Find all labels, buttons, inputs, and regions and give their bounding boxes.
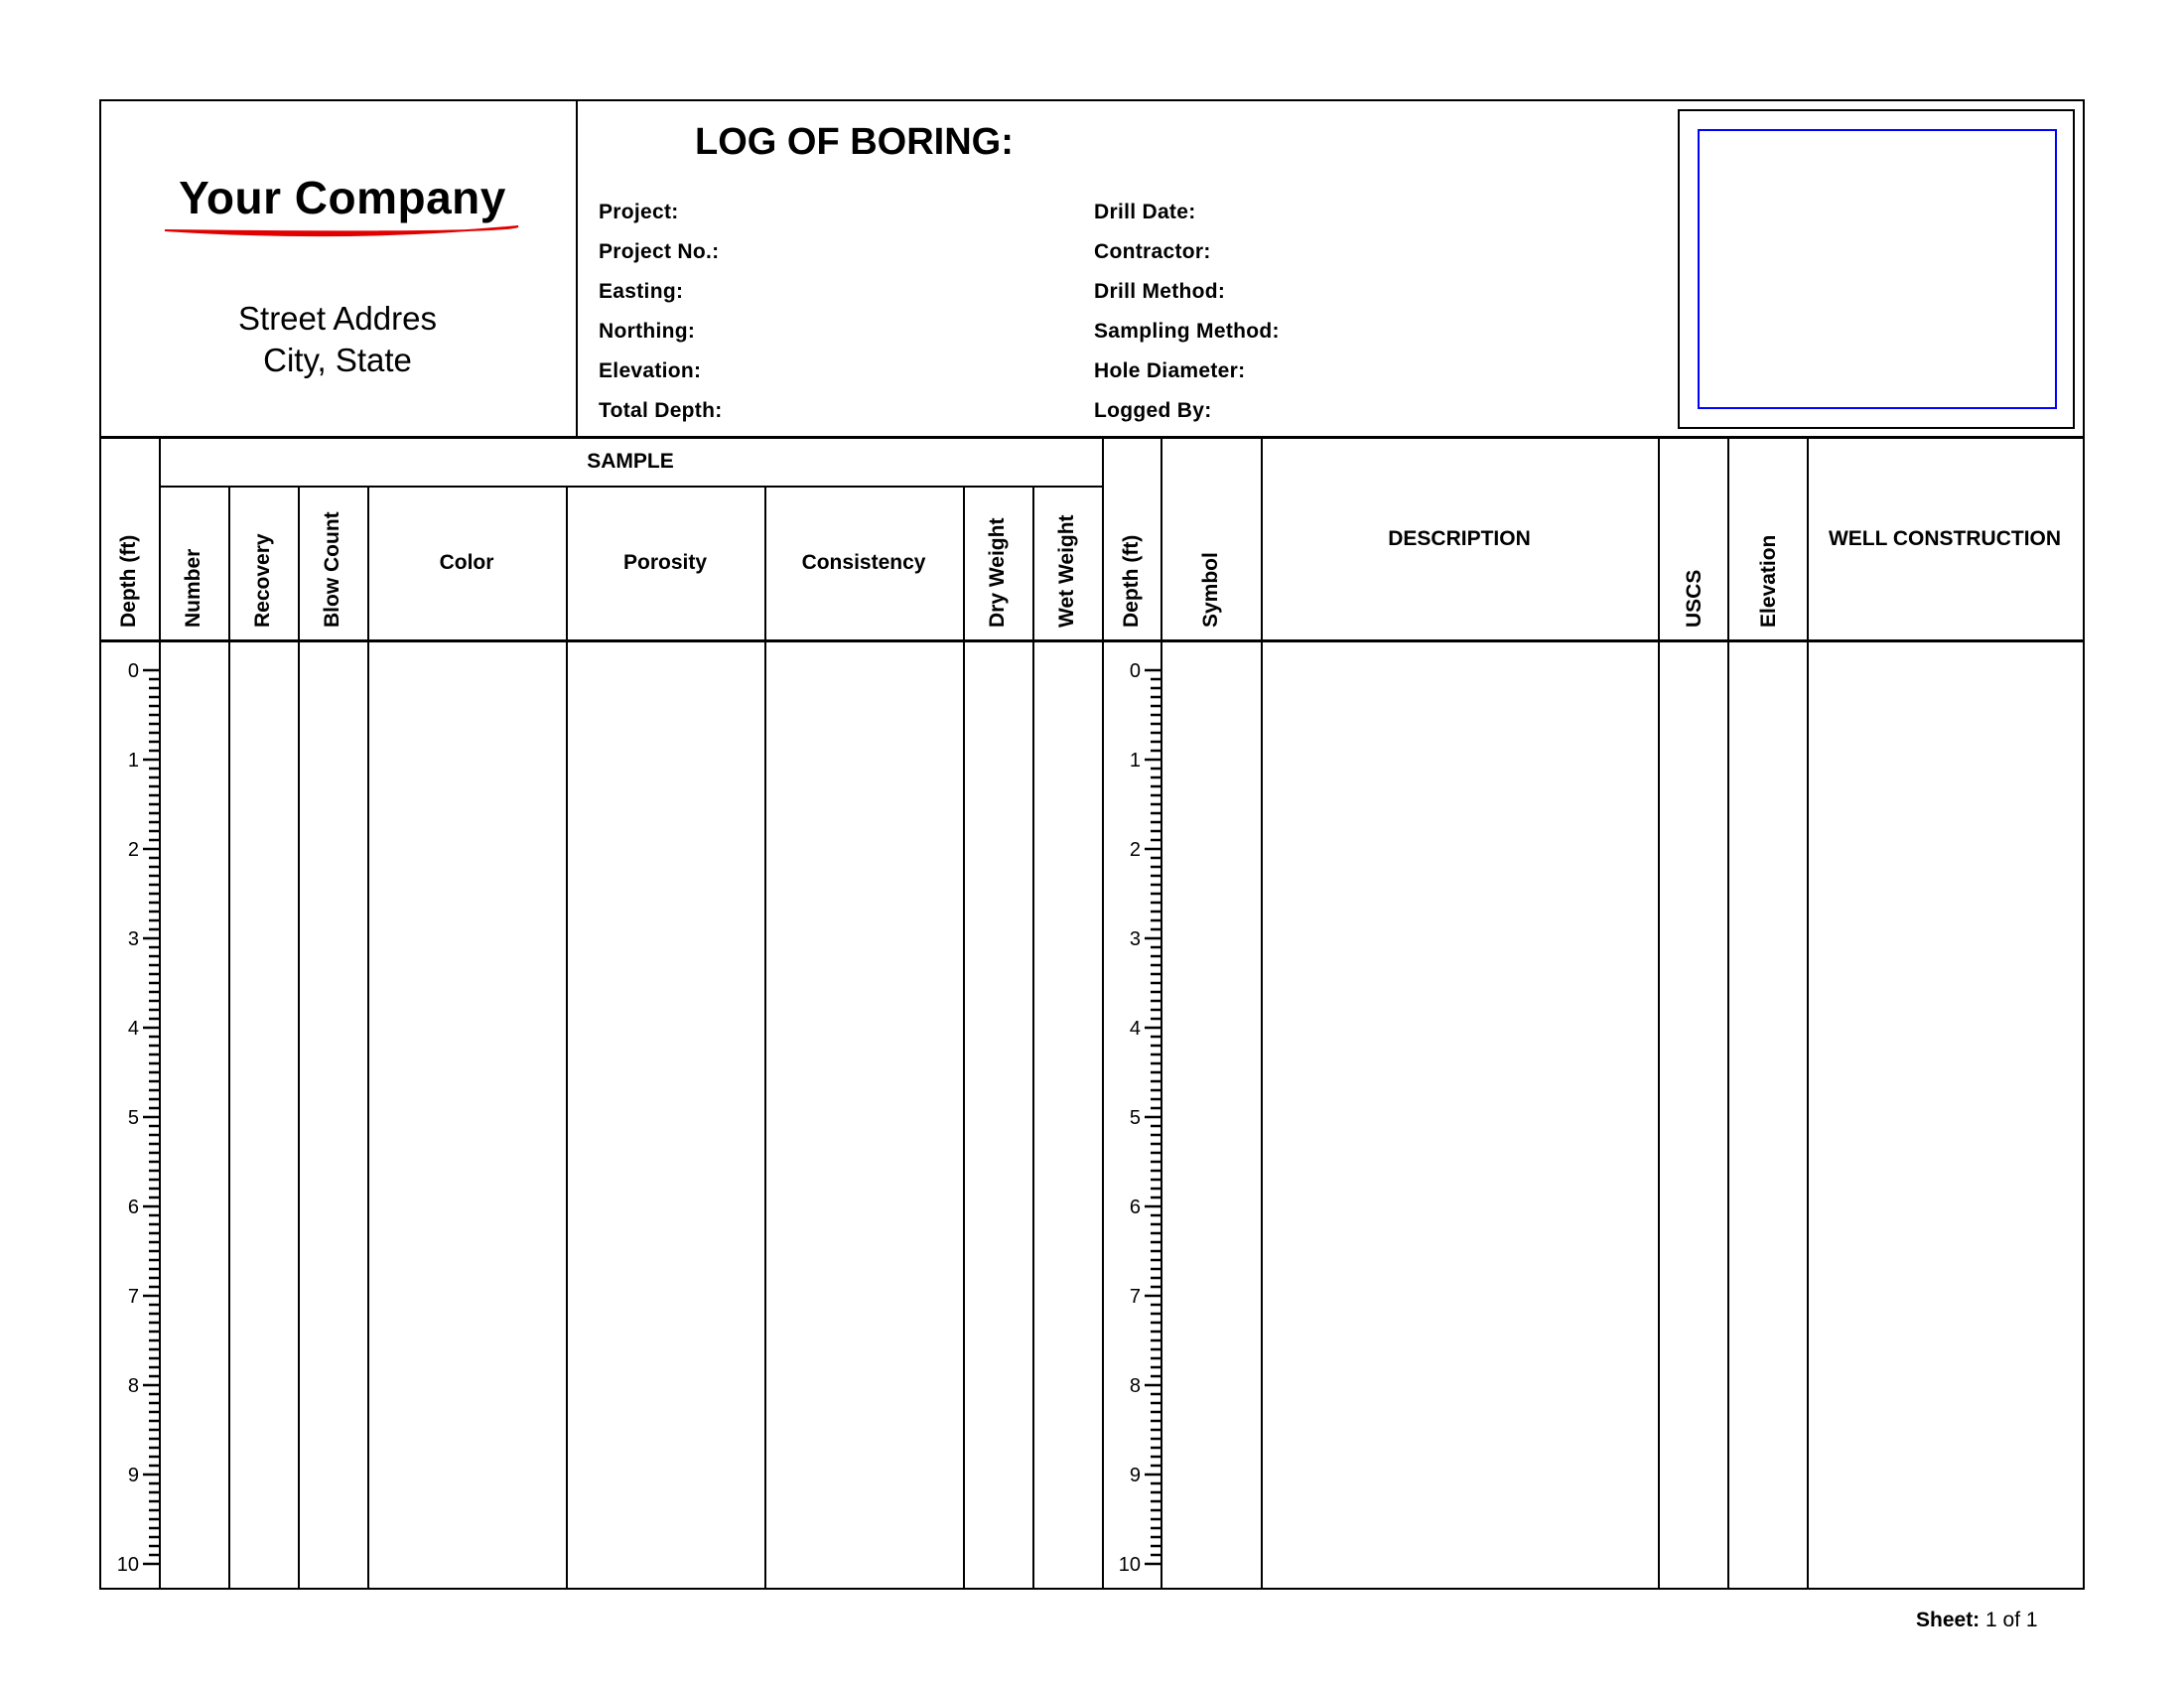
right-field-label: Sampling Method: <box>1094 320 1280 343</box>
number-header: Number <box>182 548 205 628</box>
recovery-header: Recovery <box>251 533 274 628</box>
right-field-label: Drill Date: <box>1094 201 1196 223</box>
wet-weight-header: Wet Weight <box>1055 514 1078 628</box>
depth-label: 2 <box>127 839 139 861</box>
depth-label: 7 <box>127 1286 139 1308</box>
depth-label: 1 <box>127 750 139 772</box>
depth-label: 0 <box>1129 660 1141 682</box>
elevation-header: Elevation <box>1757 534 1780 628</box>
depth-label: 8 <box>1129 1375 1141 1397</box>
depth-label: 4 <box>1129 1018 1141 1040</box>
company-name: Your Company <box>179 172 506 223</box>
depth-label: 6 <box>127 1196 139 1218</box>
address-line2: City, State <box>263 342 412 378</box>
right-field-label: Hole Diameter: <box>1094 359 1246 382</box>
blow-count-header: Blow Count <box>321 511 343 628</box>
left-field-label: Northing: <box>599 320 696 343</box>
sheet-label: Sheet: <box>1916 1609 1980 1631</box>
depth-label: 9 <box>1129 1465 1141 1486</box>
dry-weight-header: Dry Weight <box>986 517 1009 628</box>
depth-label: 1 <box>1129 750 1141 772</box>
depth-label: 8 <box>127 1375 139 1397</box>
depth-label: 2 <box>1129 839 1141 861</box>
uscs-header: USCS <box>1683 569 1706 628</box>
depth-header: Depth (ft) <box>117 534 140 628</box>
symbol-header: Symbol <box>1199 552 1222 628</box>
depth-label: 9 <box>127 1465 139 1486</box>
depth-label: 4 <box>127 1018 139 1040</box>
left-field-label: Easting: <box>599 280 684 303</box>
depth-label: 0 <box>127 660 139 682</box>
right-field-label: Drill Method: <box>1094 280 1226 303</box>
depth-label: 3 <box>127 928 139 950</box>
well-construction-header: WELL CONSTRUCTION <box>1828 527 2062 550</box>
left-field-label: Project No.: <box>599 240 720 263</box>
left-field-label: Total Depth: <box>599 399 723 422</box>
right-field-label: Logged By: <box>1094 399 1212 422</box>
sheet-number <box>1916 1609 2038 1632</box>
sample-group-header: SAMPLE <box>587 450 674 473</box>
left-field-label: Elevation: <box>599 359 702 382</box>
page-title: LOG OF BORING: <box>695 121 1014 163</box>
left-field-label: Project: <box>599 201 679 223</box>
porosity-header: Porosity <box>622 551 708 574</box>
depth-label: 10 <box>1118 1554 1141 1576</box>
sheet-value: 1 of 1 <box>1985 1609 2038 1631</box>
description-header: DESCRIPTION <box>1388 527 1531 550</box>
depth-label: 10 <box>116 1554 139 1576</box>
address-line1: Street Addres <box>238 300 437 337</box>
depth-label: 7 <box>1129 1286 1141 1308</box>
consistency-header: Consistency <box>801 551 926 574</box>
color-header: Color <box>439 551 494 574</box>
right-field-label: Contractor: <box>1094 240 1211 263</box>
depth-label: 5 <box>1129 1107 1141 1129</box>
depth-label: 6 <box>1129 1196 1141 1218</box>
depth2-header: Depth (ft) <box>1120 534 1143 628</box>
depth-label: 3 <box>1129 928 1141 950</box>
depth-label: 5 <box>127 1107 139 1129</box>
